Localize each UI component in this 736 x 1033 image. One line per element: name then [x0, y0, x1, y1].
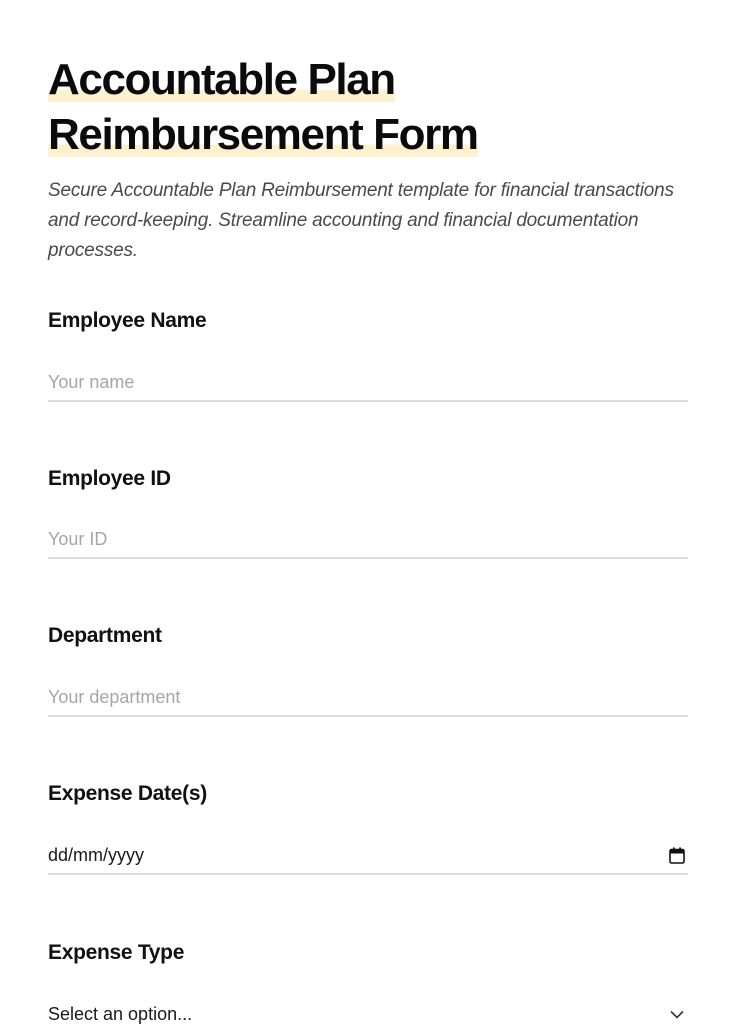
employee-id-input[interactable] — [48, 521, 688, 559]
expense-type-label: Expense Type — [48, 941, 185, 964]
expense-type-select[interactable] — [48, 995, 688, 1033]
calendar-icon[interactable] — [668, 846, 686, 864]
title-line-1: Accountable Plan — [48, 55, 395, 104]
field-expense-type — [48, 940, 688, 1024]
employee-name-label: Employee Name — [48, 309, 207, 332]
expense-dates-value: dd/mm/yyyy — [48, 844, 145, 865]
expense-type-value: Select an option... — [48, 1003, 193, 1024]
department-label: Department — [48, 624, 162, 647]
expense-dates-input[interactable] — [48, 837, 688, 875]
field-expense-dates — [48, 781, 688, 865]
department-placeholder: Your department — [48, 686, 181, 707]
form-container — [48, 0, 688, 1024]
page-title — [48, 0, 688, 162]
chevron-down-icon — [668, 1005, 686, 1023]
form-description: Secure Accountable Plan Reimbursement template for financial transactions and record-keeping. Streamline accounting and financial documentation processes. — [48, 180, 674, 261]
title-line-2: Reimbursement Form — [48, 110, 478, 159]
field-department — [48, 623, 688, 707]
employee-name-placeholder: Your name — [48, 371, 135, 392]
expense-dates-label: Expense Date(s) — [48, 782, 207, 805]
employee-id-label: Employee ID — [48, 467, 171, 490]
employee-id-placeholder: Your ID — [48, 528, 108, 549]
department-input[interactable] — [48, 679, 688, 717]
field-employee-id — [48, 466, 688, 549]
employee-name-input[interactable] — [48, 364, 688, 402]
field-employee-name — [48, 308, 688, 392]
